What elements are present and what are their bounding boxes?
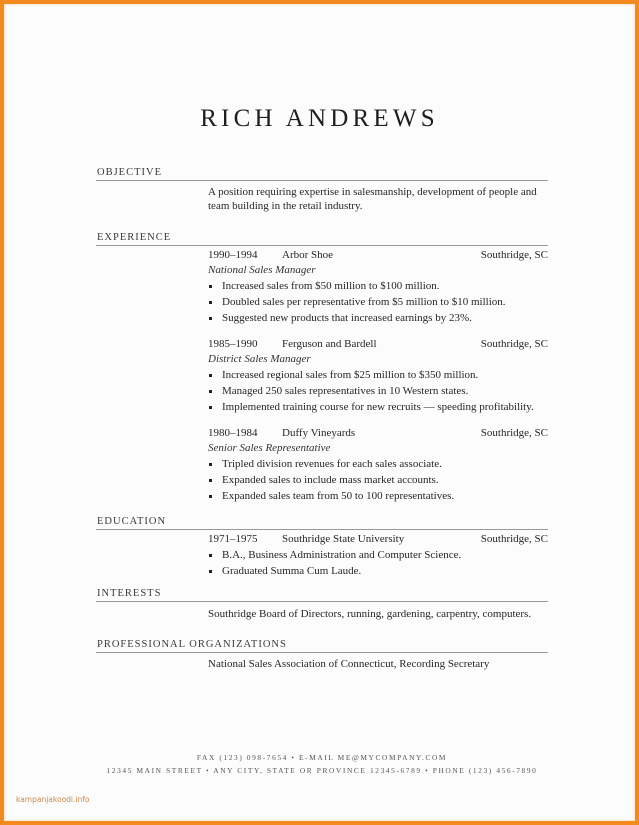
job-dates: 1985–1990 bbox=[208, 338, 258, 350]
organizations-text: National Sales Association of Connecticut, Recording Secretary bbox=[208, 658, 490, 670]
bullet-icon bbox=[209, 317, 212, 320]
objective-section bbox=[96, 166, 548, 213]
section-divider bbox=[96, 245, 548, 246]
bullet-text: Graduated Summa Cum Laude. bbox=[222, 565, 362, 577]
job-bullets bbox=[208, 367, 548, 415]
education-school: Southridge State University bbox=[282, 533, 405, 545]
list-item bbox=[208, 383, 548, 399]
job-company: Arbor Shoe bbox=[282, 249, 334, 261]
bullet-icon bbox=[209, 495, 212, 498]
job-bullets bbox=[208, 278, 548, 326]
bullet-icon bbox=[209, 406, 212, 409]
education-location: Southridge, SC bbox=[480, 533, 548, 545]
resume-page bbox=[4, 4, 635, 821]
bullet-text: Increased regional sales from $25 million to $350 million. bbox=[222, 369, 479, 381]
bullet-icon bbox=[209, 554, 212, 557]
list-item bbox=[208, 294, 548, 310]
job-title: National Sales Manager bbox=[208, 264, 316, 276]
section-heading: EXPERIENCE bbox=[97, 232, 172, 243]
job-dates: 1990–1994 bbox=[208, 249, 258, 261]
bullet-text: Managed 250 sales representatives in 10 Western states. bbox=[222, 385, 469, 397]
bullet-text: B.A., Business Administration and Computer Science. bbox=[222, 549, 462, 561]
bullet-icon bbox=[209, 390, 212, 393]
footer-contact-line-1: FAX (123) 098-7654 • E-MAIL ME@MYCOMPANY.COM bbox=[196, 753, 448, 762]
section-heading: INTERESTS bbox=[97, 588, 162, 599]
professional-organizations-section bbox=[96, 638, 548, 671]
job-dates: 1980–1984 bbox=[208, 427, 258, 439]
list-item bbox=[208, 472, 548, 488]
list-item bbox=[208, 563, 548, 579]
job-title: District Sales Manager bbox=[208, 353, 311, 365]
section-divider bbox=[96, 180, 548, 181]
bullet-icon bbox=[209, 479, 212, 482]
watermark: kampanjakoodi.info bbox=[16, 795, 90, 804]
education-dates: 1971–1975 bbox=[208, 533, 258, 545]
job-entry bbox=[208, 336, 548, 415]
bullet-text: Doubled sales per representative from $5 million to $10 million. bbox=[222, 296, 506, 308]
job-location: Southridge, SC bbox=[480, 427, 548, 439]
interests-text: Southridge Board of Directors, running, gardening, carpentry, computers. bbox=[208, 608, 532, 620]
bullet-icon bbox=[209, 374, 212, 377]
bullet-text: Implemented training course for new recruits — speeding profitability. bbox=[222, 401, 534, 413]
list-item bbox=[208, 278, 548, 294]
footer-contact-line-2: 12345 MAIN STREET • ANY CITY, STATE OR PROVINCE 12345-6789 • PHONE (123) 456-7890 bbox=[106, 766, 538, 775]
list-item bbox=[208, 547, 548, 563]
bullet-text: Increased sales from $50 million to $100 million. bbox=[222, 280, 440, 292]
job-title: Senior Sales Representative bbox=[208, 442, 331, 454]
bullet-text: Expanded sales to include mass market accounts. bbox=[222, 474, 439, 486]
section-heading: OBJECTIVE bbox=[97, 167, 162, 178]
bullet-text: Tripled division revenues for each sales associate. bbox=[222, 458, 442, 470]
list-item bbox=[208, 456, 548, 472]
education-section bbox=[96, 515, 548, 579]
job-company: Duffy Vineyards bbox=[282, 427, 356, 439]
list-item bbox=[208, 310, 548, 326]
bullet-text: Expanded sales team from 50 to 100 representatives. bbox=[222, 490, 455, 502]
bullet-icon bbox=[209, 301, 212, 304]
section-heading: EDUCATION bbox=[97, 516, 167, 527]
objective-text: A position requiring expertise in salesmanship, development of people and team building in the retail industry. bbox=[208, 186, 537, 212]
bullet-icon bbox=[209, 285, 212, 288]
section-divider bbox=[96, 529, 548, 530]
list-item bbox=[208, 399, 548, 415]
bullet-icon bbox=[209, 570, 212, 573]
education-bullets bbox=[208, 547, 548, 579]
section-divider bbox=[96, 652, 548, 653]
job-bullets bbox=[208, 456, 548, 504]
bullet-icon bbox=[209, 463, 212, 466]
job-location: Southridge, SC bbox=[480, 338, 548, 350]
section-heading: PROFESSIONAL ORGANIZATIONS bbox=[97, 639, 287, 650]
bullet-text: Suggested new products that increased earnings by 23%. bbox=[222, 312, 472, 324]
section-divider bbox=[96, 601, 548, 602]
experience-section bbox=[96, 231, 548, 504]
list-item bbox=[208, 488, 548, 504]
job-location: Southridge, SC bbox=[480, 249, 548, 261]
job-entry bbox=[208, 425, 548, 504]
job-company: Ferguson and Bardell bbox=[282, 338, 377, 350]
interests-section bbox=[96, 587, 548, 621]
job-entry bbox=[208, 247, 548, 326]
list-item bbox=[208, 367, 548, 383]
resume-name: RICH ANDREWS bbox=[200, 105, 439, 132]
